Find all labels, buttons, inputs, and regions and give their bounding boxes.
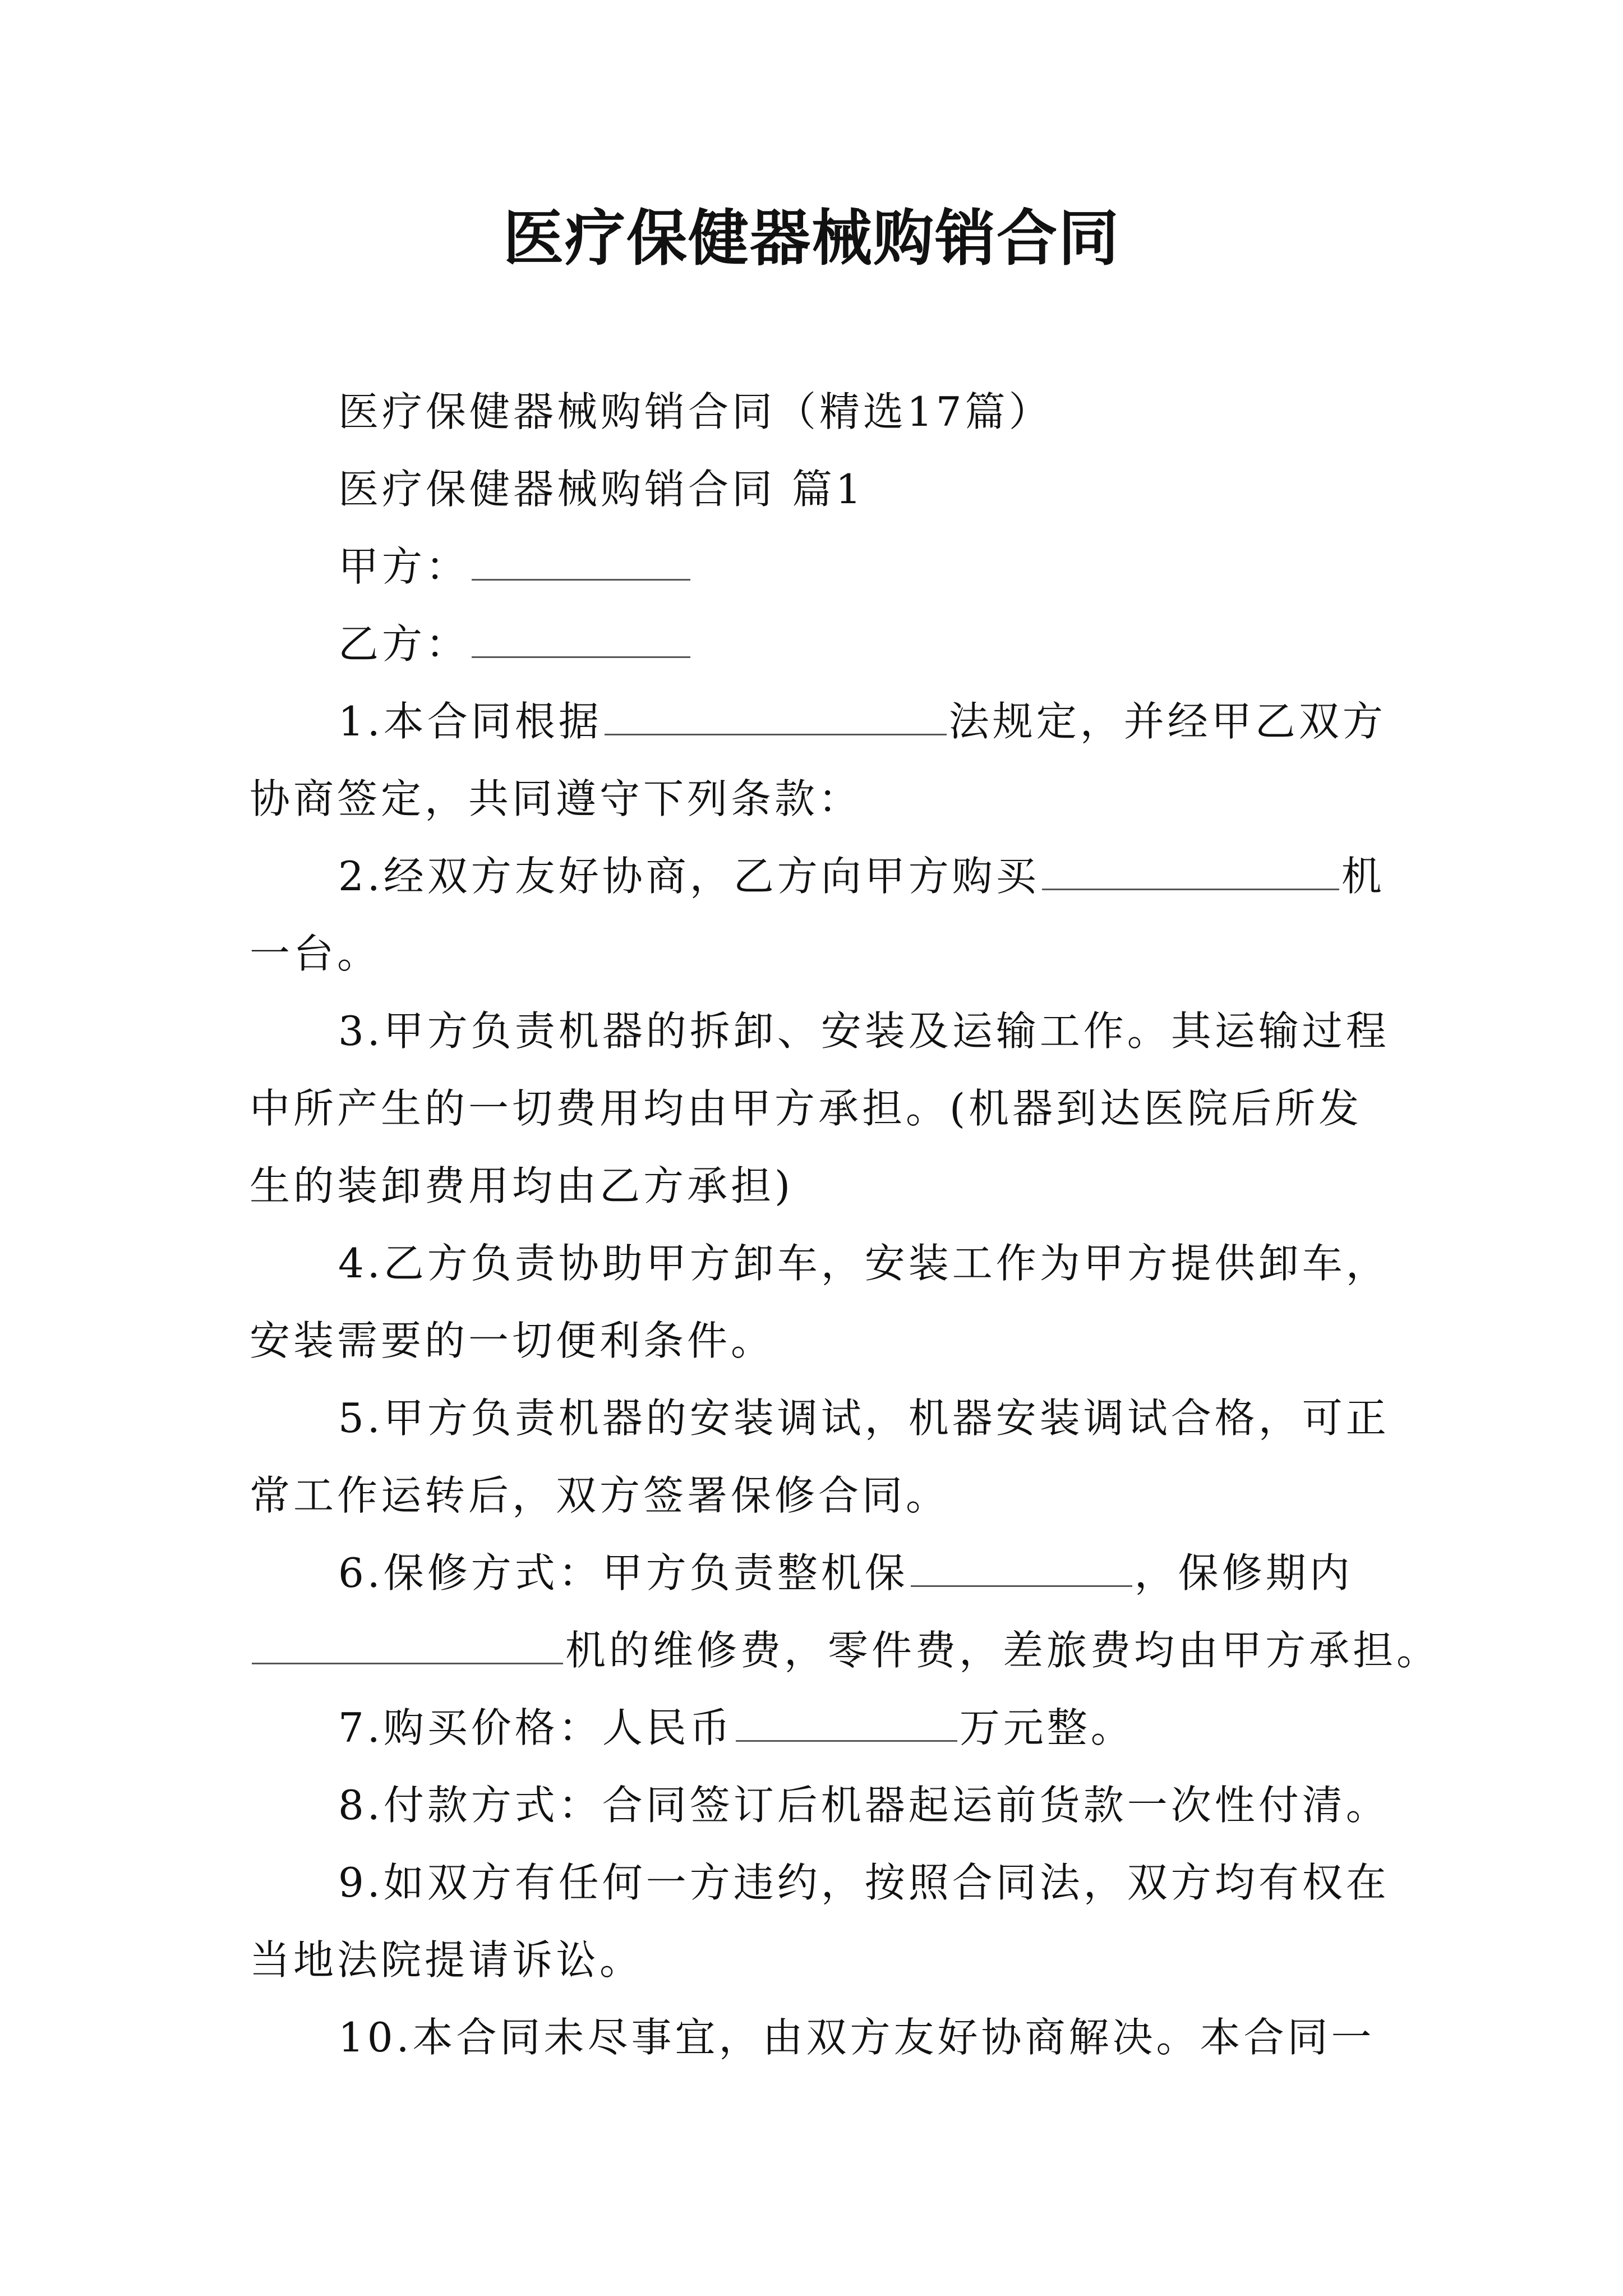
clause-7-text-b: 万元整。 (959, 1704, 1135, 1751)
clause-6-blank-1 (911, 1550, 1132, 1587)
clause-6-text-c: 机的维修费，零件费，差旅费均由甲方承担。 (565, 1627, 1441, 1674)
clause-7-text-a: 7.购买价格：人民币 (338, 1704, 734, 1751)
party-a-blank (472, 544, 690, 581)
clause-3-line-3: 生的装卸费用均由乙方承担) (250, 1162, 794, 1209)
party-a-line (250, 528, 1388, 605)
party-b-line (250, 605, 1388, 683)
clause-1-line-2: 协商签定，共同遵守下列条款： (250, 775, 863, 822)
clause-1-blank (605, 699, 947, 735)
clause-9-line-1: 9.如双方有任何一方违约，按照合同法，双方均有权在 (338, 1859, 1390, 1906)
clause-8-line: 8.付款方式：合同签订后机器起运前货款一次性付清。 (338, 1782, 1390, 1829)
clause-7-line (250, 1689, 1388, 1766)
clause-3-line-1: 3.甲方负责机器的拆卸、安装及运输工作。其运输过程 (338, 1007, 1390, 1055)
clause-6-line-2 (250, 1612, 1441, 1689)
clause-1-text-a: 1.本合同根据 (338, 698, 602, 745)
clause-6-line-1 (250, 1534, 1388, 1612)
clause-2-line-1 (250, 838, 1388, 915)
clause-10-line-1: 10.本合同未尽事宜，由双方友好协商解决。本合同一 (338, 2014, 1375, 2061)
clause-3-line-2: 中所产生的一切费用均由甲方承担。(机器到达医院后所发 (250, 1085, 1363, 1132)
clause-2-text-a: 2.经双方友好协商，乙方向甲方购买 (338, 853, 1040, 900)
party-a-label: 甲方： (338, 543, 470, 590)
clause-1-text-b: 法规定，并经甲乙双方 (948, 698, 1386, 745)
clause-2-line-2: 一台。 (250, 930, 381, 977)
clause-4-line-2: 安装需要的一切便利条件。 (250, 1317, 775, 1364)
document-body (250, 373, 1441, 2076)
clause-5-line-2: 常工作运转后，双方签署保修合同。 (250, 1472, 950, 1519)
clause-2-text-b: 机 (1341, 853, 1385, 900)
clause-4-line-1: 4.乙方负责协助甲方卸车，安装工作为甲方提供卸车， (338, 1240, 1390, 1287)
clause-6-text-b: ，保修期内 (1134, 1549, 1353, 1596)
clause-9-line-2: 当地法院提请诉讼。 (250, 1936, 644, 1984)
clause-5-line-1: 5.甲方负责机器的安装调试，机器安装调试合格，可正 (338, 1395, 1390, 1442)
clause-6-text-a: 6.保修方式：甲方负责整机保 (338, 1549, 909, 1596)
clause-2-blank (1042, 854, 1339, 890)
clause-7-blank (736, 1705, 957, 1742)
clause-1-line-1 (250, 683, 1388, 760)
document-title: 医疗保健器械购销合同 (502, 203, 1120, 274)
party-b-label: 乙方： (338, 620, 470, 668)
party-b-blank (472, 622, 690, 658)
subtitle-line: 医疗保健器械购销合同（精选17篇） (338, 388, 1053, 435)
clause-6-blank-2 (252, 1628, 563, 1664)
chapter-heading: 医疗保健器械购销合同 篇1 (338, 466, 865, 513)
